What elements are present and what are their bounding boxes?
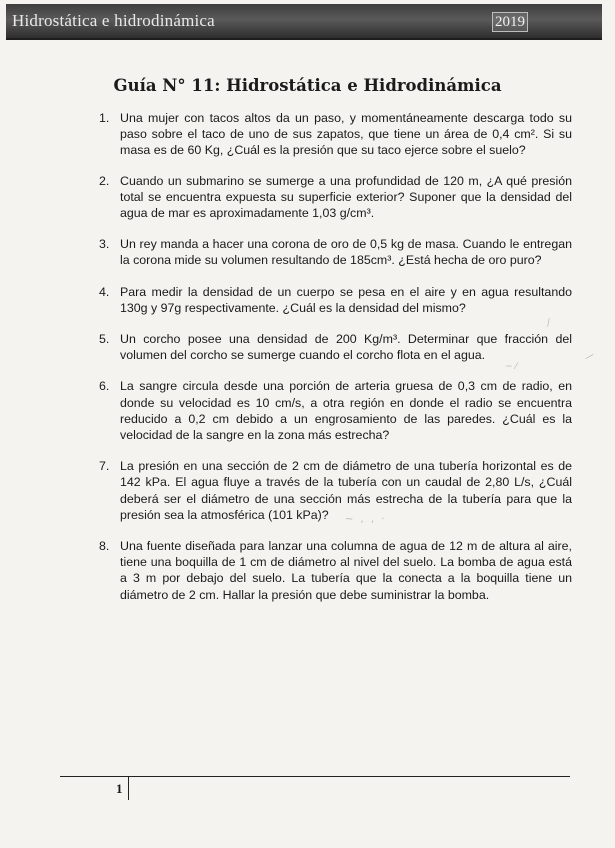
question-item [96, 173, 572, 222]
question-item [96, 284, 572, 316]
pencil-mark: ⁄ [585, 352, 593, 363]
question-text: Para medir la densidad de un cuerpo se pesa en el aire y en agua resultando 130g y 97g respectivamente. ¿Cuál es la densidad del mismo? [120, 284, 572, 315]
question-text: La presión en una sección de 2 cm de diámetro de una tubería horizontal es de 142 kPa. El agua fluye a través de la tubería con un caudal de 2,80 L/s, ¿Cuál deberá ser el diámetro de una sección más estrecha de la tubería para que la presión sea la atmosférica (101 kPa)? [120, 459, 572, 522]
footer-rule [60, 776, 570, 777]
question-item [96, 236, 572, 268]
question-number: 3. [99, 237, 110, 252]
question-number: 8. [99, 539, 110, 554]
question-text: Un rey manda a hacer una corona de oro de 0,5 kg de masa. Cuando le entregan la corona mide su volumen resultando de 185cm³. ¿Está hecha de oro puro? [120, 237, 572, 268]
question-text: Un corcho posee una densidad de 200 Kg/m³. Determinar que fracción del volumen del corcho se sumerge cuando el corcho flota en el agua. [120, 332, 572, 363]
question-item [96, 331, 572, 363]
question-number: 4. [99, 284, 110, 299]
pencil-mark: ⁄ [546, 318, 552, 329]
question-text: Cuando un submarino se sumerge a una profundidad de 120 m, ¿A qué presión total se encuentra expuesta su superficie exterior? Suponer que la densidad del agua de mar es aproximadamente 1,03 g/cm³. [120, 173, 572, 221]
question-item [96, 110, 572, 159]
question-item [96, 378, 572, 443]
header-band [6, 4, 602, 40]
question-number: 6. [99, 379, 110, 394]
question-number: 2. [99, 173, 110, 188]
question-number: 1. [99, 111, 110, 125]
question-text: La sangre circula desde una porción de arteria gruesa de 0,3 cm de radio, en donde su velocidad es 10 cm/s, a otra región en donde el radio se encuentra reducido a 0,2 cm debido a un engrosamiento de las paredes. ¿Cuál es la velocidad de la sangre en la zona más estrecha? [120, 379, 572, 443]
question-list [96, 110, 572, 618]
question-item [96, 538, 572, 603]
footer-divider [128, 776, 129, 800]
question-number: 7. [99, 459, 110, 474]
question-text: Una mujer con tacos altos da un paso, y momentáneamente descarga todo su paso sobre el taco de uno de sus zapatos, que tiene un área de 0,4 cm². Si su masa es de 60 Kg, ¿Cuál es la presión que su taco ejerce sobre el suelo? [120, 111, 572, 158]
pencil-mark: ~ , , · [345, 514, 387, 525]
header-year: 2019 [492, 12, 528, 32]
pencil-mark: ~ ⁄ [505, 362, 517, 372]
question-item [96, 458, 572, 523]
page-number: 1 [116, 781, 123, 796]
page-title: Guía N° 11: Hidrostática e Hidrodinámica [113, 76, 502, 95]
header-title: Hidrostática e hidrodinámica [12, 11, 215, 30]
question-text: Una fuente diseñada para lanzar una columna de agua de 12 m de altura al aire, tiene una boquilla de 1 cm de diámetro al nivel del suelo. La bomba de agua está a 3 m por debajo del suelo. La tubería que la conecta a la boquilla tiene un diámetro de 2 cm. Hallar la presión que debe suministrar la bomba. [120, 539, 572, 602]
question-number: 5. [99, 332, 110, 347]
